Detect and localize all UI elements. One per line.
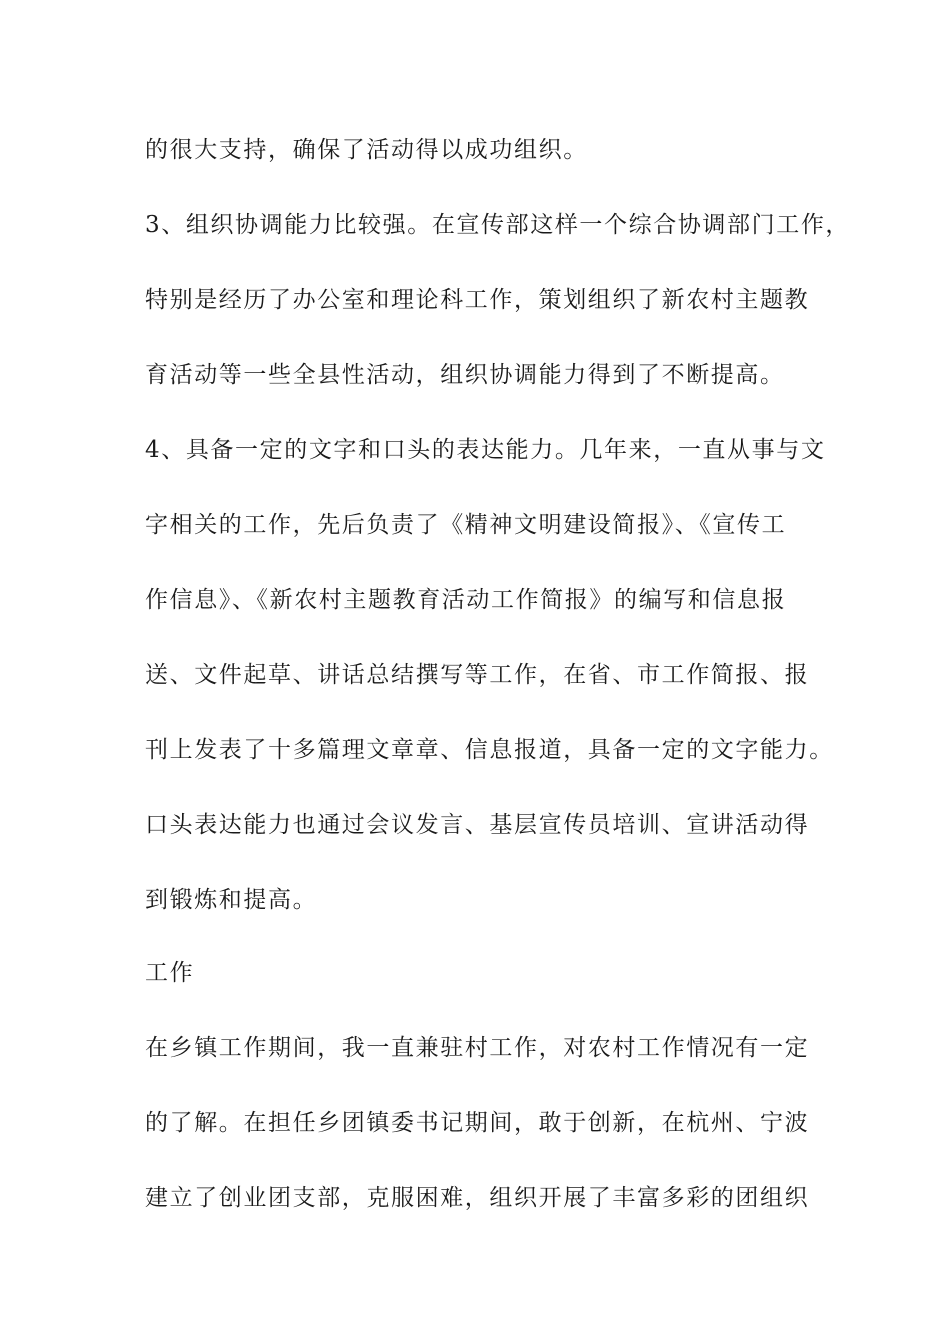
text-line: 的很大支持，确保了活动得以成功组织。 (145, 137, 588, 163)
text-line: 到锻炼和提高。 (145, 887, 318, 913)
text-line: 在乡镇工作期间，我一直兼驻村工作，对农村工作情况有一定 (145, 1035, 810, 1061)
text-line: 刊上发表了十多篇理文章章、信息报道，具备一定的文字能力。 (145, 737, 834, 763)
text-line: 3、组织协调能力比较强。在宣传部这样一个综合协调部门工作， (145, 212, 851, 238)
text-line: 建立了创业团支部，克服困难，组织开展了丰富多彩的团组织 (145, 1185, 810, 1211)
text-line: 作信息》、《新农村主题教育活动工作简报》的编写和信息报 (145, 587, 787, 613)
text-line: 送、文件起草、讲话总结撰写等工作，在省、市工作简报、报 (145, 662, 810, 688)
text-line: 的了解。在担任乡团镇委书记期间，敢于创新，在杭州、宁波 (145, 1110, 810, 1136)
text-line: 4、具备一定的文字和口头的表达能力。几年来，一直从事与文 (145, 437, 826, 463)
section-heading: 工作 (145, 960, 195, 986)
text-line: 字相关的工作，先后负责了《精神文明建设简报》、《宣传工 (145, 512, 787, 538)
text-line: 口头表达能力也通过会议发言、基层宣传员培训、宣讲活动得 (145, 812, 810, 838)
text-line: 特别是经历了办公室和理论科工作，策划组织了新农村主题教 (145, 287, 810, 313)
text-line: 育活动等一些全县性活动，组织协调能力得到了不断提高。 (145, 362, 785, 388)
